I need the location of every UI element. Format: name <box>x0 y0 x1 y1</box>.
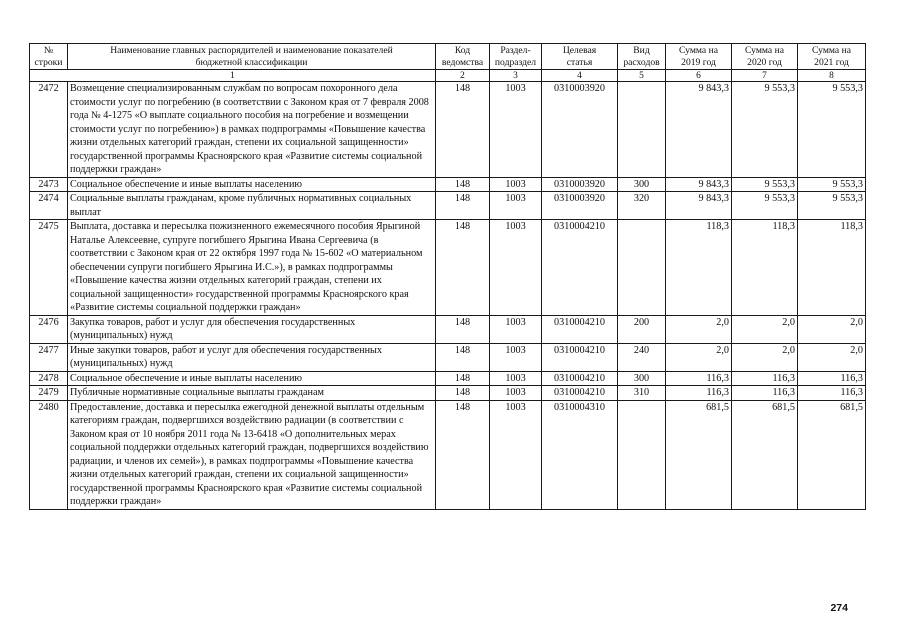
row-name: Социальные выплаты гражданам, кроме публичных нормативных социальных выплат <box>68 192 436 220</box>
row-target: 0310004210 <box>542 315 618 343</box>
row-number: 2480 <box>30 400 68 509</box>
table-body <box>30 82 866 510</box>
row-sum-2019: 9 843,3 <box>666 177 732 192</box>
row-name: Предоставление, доставка и пересылка ежегодной денежной выплаты отдельным категориям граждан, подвергшихся воздействию радиации (в соответствии с Законом края от 10 ноября 2011 года № 13-6418 «О дополнительных мерах социальной поддержки отдельных категорий граждан, подвергшихся воздействию радиации, и членов их семей»), в рамках подпрограммы «Повышение качества жизни отдельных категорий граждан, степени их социальной защищенности» государственной программы Красноярского края «Развитие системы социальной поддержки граждан» <box>68 400 436 509</box>
row-sum-2020: 116,3 <box>732 371 798 386</box>
row-sum-2021: 2,0 <box>798 343 866 371</box>
table-row <box>30 386 866 401</box>
row-sum-2020: 2,0 <box>732 315 798 343</box>
row-name: Закупка товаров, работ и услуг для обеспечения государственных (муниципальных) нужд <box>68 315 436 343</box>
header-sum-2020: Сумма на 2020 год <box>732 44 798 70</box>
header-sum-2019: Сумма на 2019 год <box>666 44 732 70</box>
row-sum-2020: 9 553,3 <box>732 177 798 192</box>
row-sum-2020: 2,0 <box>732 343 798 371</box>
header-dept-code: Код ведомства <box>436 44 490 70</box>
header-target: Целевая статья <box>542 44 618 70</box>
column-number: 8 <box>798 70 866 82</box>
row-sum-2021: 9 553,3 <box>798 192 866 220</box>
row-sum-2020: 116,3 <box>732 386 798 401</box>
row-sum-2019: 2,0 <box>666 343 732 371</box>
row-sum-2019: 116,3 <box>666 386 732 401</box>
header-section: Раздел- подраздел <box>490 44 542 70</box>
row-number: 2477 <box>30 343 68 371</box>
column-number: 6 <box>666 70 732 82</box>
row-expense-type: 240 <box>618 343 666 371</box>
row-target: 0310003920 <box>542 82 618 178</box>
column-number: 1 <box>30 70 436 82</box>
column-number: 7 <box>732 70 798 82</box>
row-name: Публичные нормативные социальные выплаты гражданам <box>68 386 436 401</box>
column-number: 5 <box>618 70 666 82</box>
table-row <box>30 82 866 178</box>
row-sum-2019: 9 843,3 <box>666 192 732 220</box>
row-expense-type: 310 <box>618 386 666 401</box>
table-row <box>30 220 866 316</box>
column-number: 2 <box>436 70 490 82</box>
row-expense-type <box>618 400 666 509</box>
row-expense-type: 300 <box>618 371 666 386</box>
row-name: Выплата, доставка и пересылка пожизненного ежемесячного пособия Ярыгиной Наталье Алексеевне, супруге погибшего Ярыгина Ивана Сергеевича (в соответствии с Законом края от 22 октября 1997 года № 15-602 «О материальном обеспечении супруги погибшего Ярыгина И.С.»), в рамках подпрограммы «Повышение качества жизни отдельных категорий граждан, степени их социальной защищенности» государственной программы Красноярского края «Развитие системы социальной поддержки граждан» <box>68 220 436 316</box>
row-sum-2021: 118,3 <box>798 220 866 316</box>
row-section: 1003 <box>490 315 542 343</box>
row-name: Возмещение специализированным службам по вопросам похоронного дела стоимости услуг по погребению (в соответствии с Законом края от 7 февраля 2008 года № 4-1275 «О выплате социального пособия на погребение и возмещении стоимости услуг по погребению») в рамках подпрограммы «Повышение качества жизни отдельных категорий граждан, степени их социальной защищенности» государственной программы Красноярского края «Развитие системы социальной поддержки граждан» <box>68 82 436 178</box>
row-section: 1003 <box>490 192 542 220</box>
row-section: 1003 <box>490 371 542 386</box>
row-section: 1003 <box>490 386 542 401</box>
budget-table <box>29 43 866 510</box>
table-row <box>30 371 866 386</box>
row-expense-type: 320 <box>618 192 666 220</box>
row-dept-code: 148 <box>436 192 490 220</box>
row-sum-2021: 9 553,3 <box>798 82 866 178</box>
table-row <box>30 192 866 220</box>
row-target: 0310004210 <box>542 371 618 386</box>
row-expense-type <box>618 220 666 316</box>
row-sum-2019: 2,0 <box>666 315 732 343</box>
row-section: 1003 <box>490 82 542 178</box>
row-section: 1003 <box>490 220 542 316</box>
row-number: 2476 <box>30 315 68 343</box>
table-row <box>30 343 866 371</box>
row-target: 0310004210 <box>542 386 618 401</box>
row-sum-2021: 116,3 <box>798 371 866 386</box>
header-name: Наименование главных распорядителей и наименование показателей бюджетной классификации <box>68 44 436 70</box>
column-number-row <box>30 70 866 82</box>
table-header <box>30 44 866 82</box>
table-row <box>30 177 866 192</box>
header-expense-type: Вид расходов <box>618 44 666 70</box>
row-dept-code: 148 <box>436 177 490 192</box>
row-number: 2478 <box>30 371 68 386</box>
row-name: Социальное обеспечение и иные выплаты населению <box>68 371 436 386</box>
header-row-no: № строки <box>30 44 68 70</box>
row-target: 0310003920 <box>542 192 618 220</box>
row-dept-code: 148 <box>436 400 490 509</box>
row-number: 2473 <box>30 177 68 192</box>
header-row <box>30 44 866 70</box>
row-dept-code: 148 <box>436 371 490 386</box>
page-number: 274 <box>830 602 848 614</box>
row-sum-2021: 9 553,3 <box>798 177 866 192</box>
row-expense-type: 200 <box>618 315 666 343</box>
row-section: 1003 <box>490 400 542 509</box>
table-row <box>30 315 866 343</box>
row-expense-type <box>618 82 666 178</box>
column-number: 4 <box>542 70 618 82</box>
header-sum-2021: Сумма на 2021 год <box>798 44 866 70</box>
row-sum-2020: 118,3 <box>732 220 798 316</box>
row-dept-code: 148 <box>436 315 490 343</box>
row-sum-2021: 116,3 <box>798 386 866 401</box>
row-sum-2020: 681,5 <box>732 400 798 509</box>
row-sum-2019: 681,5 <box>666 400 732 509</box>
row-name: Иные закупки товаров, работ и услуг для обеспечения государственных (муниципальных) нужд <box>68 343 436 371</box>
row-name: Социальное обеспечение и иные выплаты населению <box>68 177 436 192</box>
row-number: 2472 <box>30 82 68 178</box>
row-section: 1003 <box>490 343 542 371</box>
row-target: 0310004310 <box>542 400 618 509</box>
row-number: 2479 <box>30 386 68 401</box>
row-target: 0310004210 <box>542 343 618 371</box>
row-dept-code: 148 <box>436 343 490 371</box>
row-sum-2019: 118,3 <box>666 220 732 316</box>
row-target: 0310003920 <box>542 177 618 192</box>
row-expense-type: 300 <box>618 177 666 192</box>
row-dept-code: 148 <box>436 386 490 401</box>
row-target: 0310004210 <box>542 220 618 316</box>
row-sum-2021: 681,5 <box>798 400 866 509</box>
row-sum-2020: 9 553,3 <box>732 192 798 220</box>
row-number: 2475 <box>30 220 68 316</box>
row-number: 2474 <box>30 192 68 220</box>
table-row <box>30 400 866 509</box>
row-sum-2020: 9 553,3 <box>732 82 798 178</box>
row-section: 1003 <box>490 177 542 192</box>
row-sum-2019: 9 843,3 <box>666 82 732 178</box>
row-dept-code: 148 <box>436 220 490 316</box>
row-sum-2021: 2,0 <box>798 315 866 343</box>
column-number: 3 <box>490 70 542 82</box>
row-sum-2019: 116,3 <box>666 371 732 386</box>
row-dept-code: 148 <box>436 82 490 178</box>
